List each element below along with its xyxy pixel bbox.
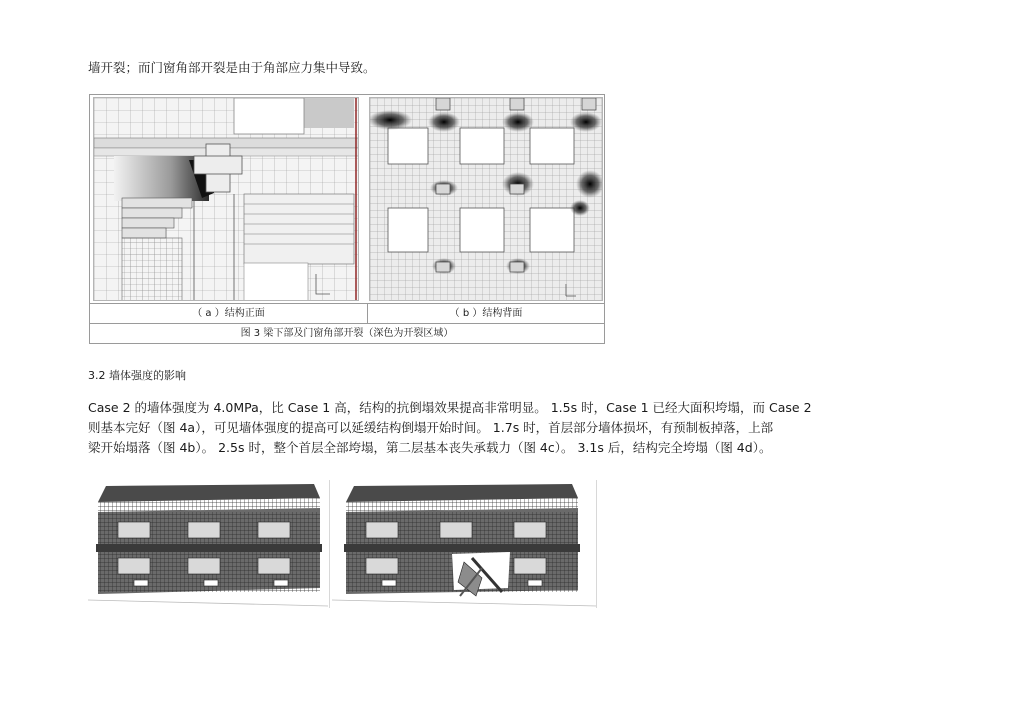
front-view-mesh-image xyxy=(94,98,359,301)
paragraph-line: Case 2 的墙体强度为 4.0MPa，比 Case 1 高，结构的抗倒塌效果提高非常明显。 1.5s 时，Case 1 已经大面积垮塌，而 Case 2 xyxy=(88,400,812,415)
paragraph-line: 梁开始塌落（图 4b）。 2.5s 时，整个首层全部垮塌，第二层基本丧失承载力（图 4c）。 3.1s 后，结构完全垮塌（图 4d）。 xyxy=(88,440,772,455)
figure-4b-building-image xyxy=(332,478,597,610)
figure-divider xyxy=(329,480,330,608)
figure-3-caption: 图 3 梁下部及门窗角部开裂（深色为开裂区域） xyxy=(240,328,454,339)
back-view-mesh-image xyxy=(370,98,603,301)
figure-3-subcaption-row xyxy=(90,303,604,323)
text-line-continuation: 墙开裂；而门窗角部开裂是由于角部应力集中导致。 xyxy=(88,60,376,75)
figure-3 xyxy=(89,94,605,344)
figure-3a-front-view xyxy=(93,97,359,301)
body-paragraph xyxy=(88,398,918,458)
paragraph-line: 则基本完好（图 4a），可见墙体强度的提高可以延缓结构倒塌开始时间。 1.7s 时，首层部分墙体损坏，有预制板掉落，上部 xyxy=(88,420,774,435)
section-heading: 3.2 墙体强度的影响 xyxy=(88,369,186,382)
figure-3b-label: （ b ）结构背面 xyxy=(449,308,523,319)
figure-3a-label: （ a ）结构正面 xyxy=(90,304,368,323)
figure-3-caption-row xyxy=(90,323,604,343)
figure-divider xyxy=(596,480,597,608)
figure-4a-building-image xyxy=(88,478,328,610)
figure-3b-back-view xyxy=(369,97,603,301)
